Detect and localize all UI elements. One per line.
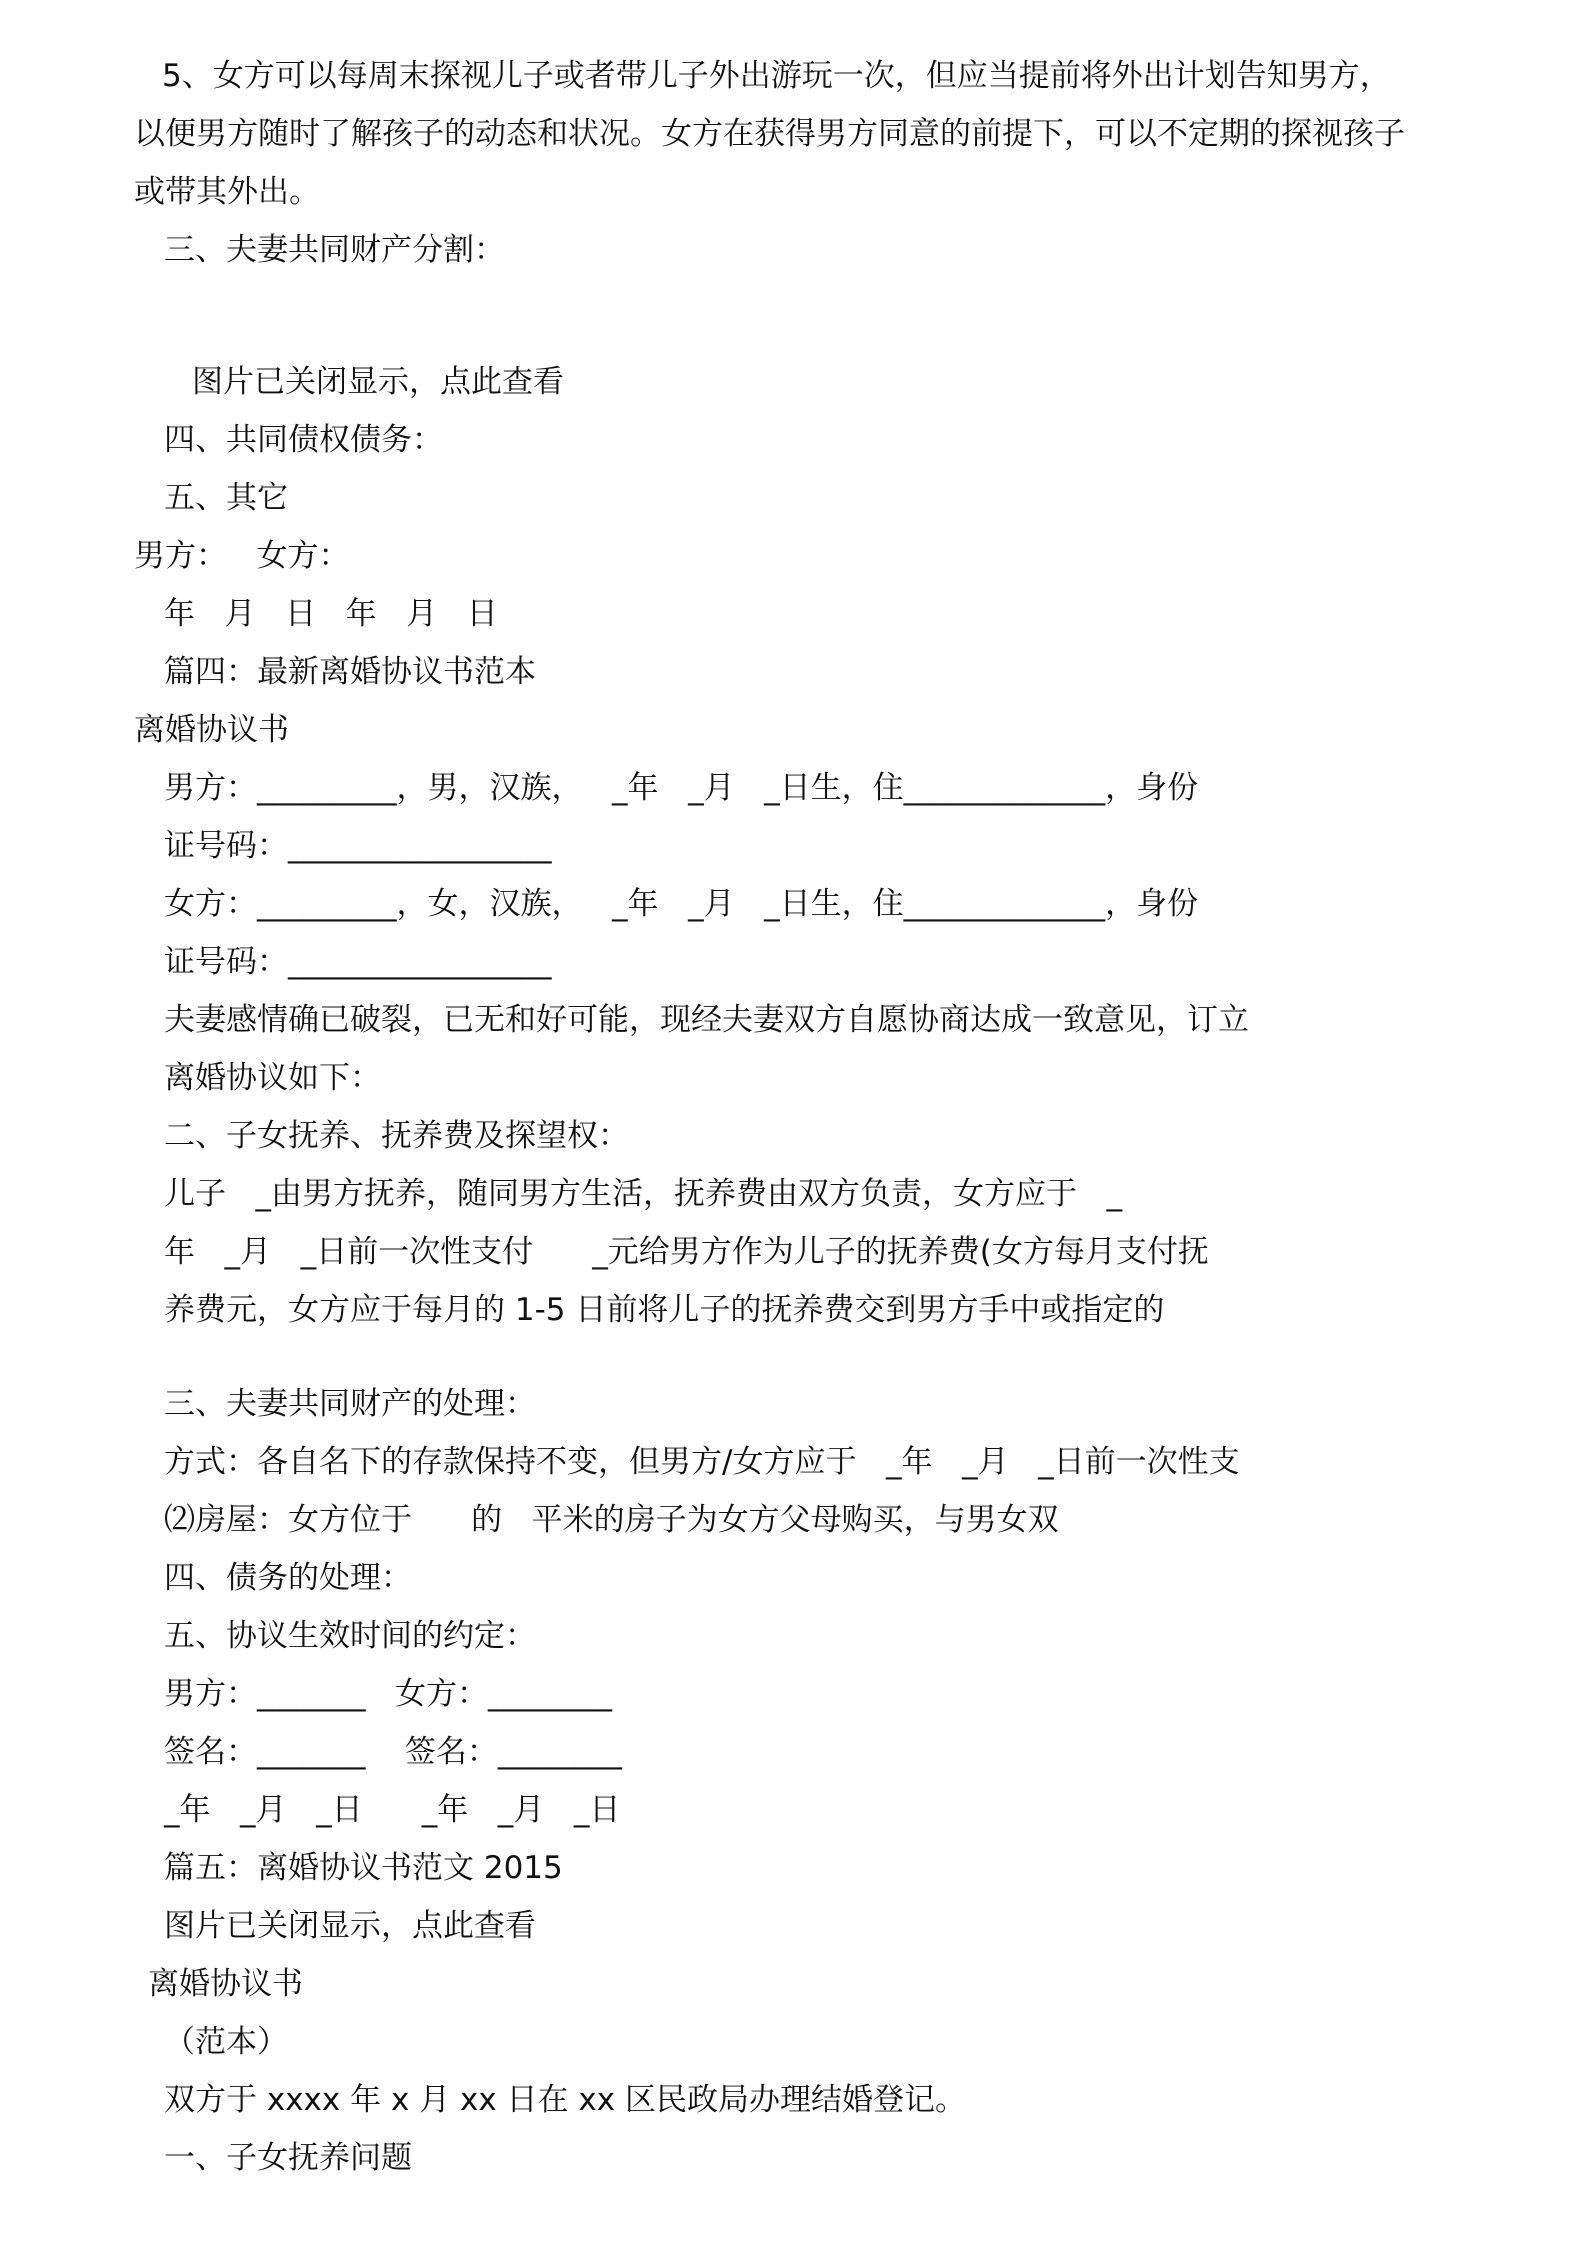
section-heading: 三、夫妻共同财产的处理： xyxy=(164,1386,536,1422)
form-line: 证号码：_________________ xyxy=(164,828,552,864)
signature-line: 男方： 女方： xyxy=(134,538,350,574)
paragraph-line: 或带其外出。 xyxy=(134,174,320,210)
paragraph-line: ⑵房屋：女方位于 的 平米的房子为女方父母购买，与男女双 xyxy=(164,1502,1059,1538)
paragraph-line: 夫妻感情确已破裂，已无和好可能，现经夫妻双方自愿协商达成一致意见，订立 xyxy=(164,1002,1249,1038)
paragraph-line: 方式：各自名下的存款保持不变，但男方/女方应于 _年 _月 _日前一次性支 xyxy=(164,1444,1240,1480)
article-title: 篇四：最新离婚协议书范本 xyxy=(164,654,536,690)
paragraph-line: 养费元，女方应于每月的 1-5 日前将儿子的抚养费交到男方手中或指定的 xyxy=(164,1292,1165,1328)
document-subtitle: （范本） xyxy=(164,2024,288,2060)
section-heading: 二、子女抚养、抚养费及探望权： xyxy=(164,1118,629,1154)
date-line: _年 _月 _日 _年 _月 _日 xyxy=(164,1792,621,1828)
signature-line: 签名：_______ 签名：________ xyxy=(164,1734,622,1770)
section-heading: 四、债务的处理： xyxy=(164,1560,412,1596)
form-line: 男方：_________，男，汉族， _年 _月 _日生，住_____________，身份 xyxy=(164,770,1199,806)
form-line: 证号码：_________________ xyxy=(164,944,552,980)
paragraph-line: 儿子 _由男方抚养，随同男方生活，抚养费由双方负责，女方应于 _ xyxy=(164,1176,1123,1212)
section-heading: 四、共同债权债务： xyxy=(164,422,443,458)
section-heading: 三、夫妻共同财产分割： xyxy=(164,232,505,268)
article-title: 篇五：离婚协议书范文 2015 xyxy=(164,1850,563,1886)
section-heading: 五、协议生效时间的约定： xyxy=(164,1618,536,1654)
date-line: 年 月 日 年 月 日 xyxy=(164,596,498,632)
document-title: 离婚协议书 xyxy=(134,712,289,748)
paragraph-line: 以便男方随时了解孩子的动态和状况。女方在获得男方同意的前提下，可以不定期的探视孩子 xyxy=(134,116,1405,152)
section-heading: 五、其它 xyxy=(164,480,288,516)
image-hidden-link[interactable]: 图片已关闭显示，点此查看 xyxy=(164,1908,536,1944)
paragraph-line: 离婚协议如下： xyxy=(164,1060,381,1096)
paragraph-line: 年 _月 _日前一次性支付 _元给男方作为儿子的抚养费(女方每月支付抚 xyxy=(164,1234,1209,1270)
image-hidden-link[interactable]: 图片已关闭显示，点此查看 xyxy=(192,364,564,400)
signature-line: 男方：_______ 女方：________ xyxy=(164,1676,613,1712)
form-line: 女方：_________，女，汉族， _年 _月 _日生，住_____________，身份 xyxy=(164,886,1199,922)
section-heading: 一、子女抚养问题 xyxy=(164,2140,412,2176)
document-title: 离婚协议书 xyxy=(148,1966,303,2002)
paragraph-line: 双方于 xxxx 年 x 月 xx 日在 xx 区民政局办理结婚登记。 xyxy=(164,2082,966,2118)
paragraph-line: 5、女方可以每周末探视儿子或者带儿子外出游玩一次，但应当提前将外出计划告知男方， xyxy=(162,58,1391,94)
